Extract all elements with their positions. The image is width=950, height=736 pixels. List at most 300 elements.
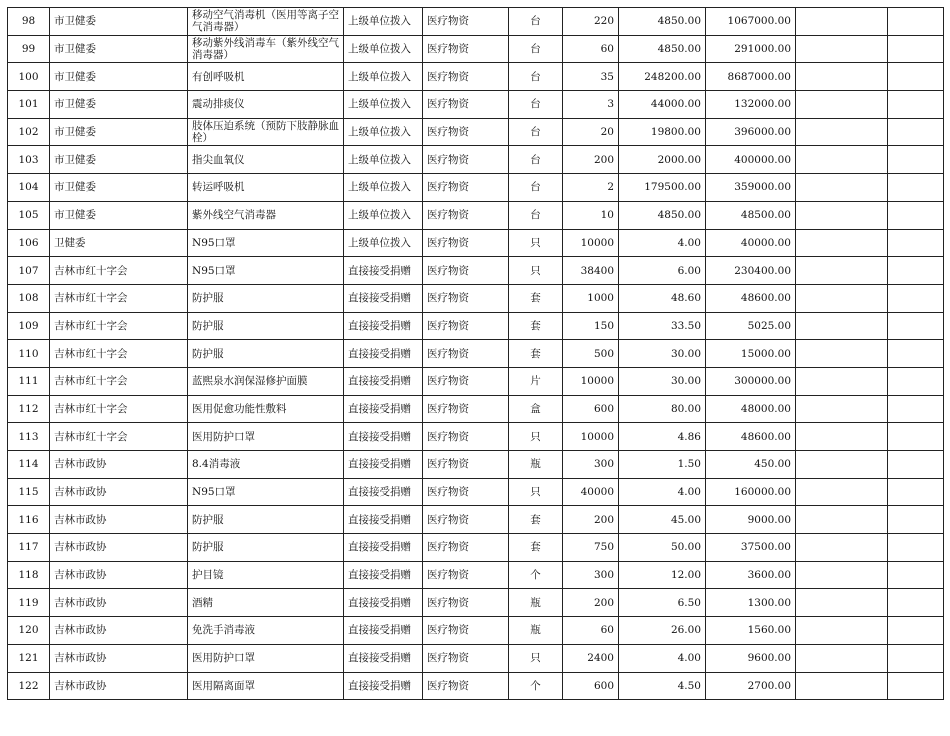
source-cell: 上级单位拨入 [344,63,423,91]
empty-cell [796,395,888,423]
item-name-cell: 震动排痰仪 [188,91,344,119]
table-row [8,284,944,312]
quantity-cell: 38400 [563,257,619,285]
empty-cell [796,146,888,174]
unit-cell: 个 [509,672,563,700]
empty-cell [796,91,888,119]
row-number-cell: 118 [8,561,50,589]
row-number-cell: 103 [8,146,50,174]
unit-price-cell: 19800.00 [619,118,706,146]
quantity-cell: 200 [563,506,619,534]
source-cell: 上级单位拨入 [344,146,423,174]
empty-cell [796,229,888,257]
category-cell: 医疗物资 [423,284,509,312]
empty-cell [796,451,888,479]
source-cell: 直接接受捐赠 [344,506,423,534]
item-name-cell: N95口罩 [188,229,344,257]
category-cell: 医疗物资 [423,257,509,285]
amount-cell: 48000.00 [706,395,796,423]
empty-cell [796,534,888,562]
table-row [8,561,944,589]
donor-cell: 市卫健委 [50,63,188,91]
category-cell: 医疗物资 [423,617,509,645]
category-cell: 医疗物资 [423,561,509,589]
unit-cell: 瓶 [509,617,563,645]
row-number-cell: 116 [8,506,50,534]
quantity-cell: 10 [563,201,619,229]
item-name-cell: N95口罩 [188,257,344,285]
item-name-cell: 紫外线空气消毒器 [188,201,344,229]
empty-cell [888,201,944,229]
row-number-cell: 99 [8,35,50,63]
category-cell: 医疗物资 [423,35,509,63]
unit-price-cell: 12.00 [619,561,706,589]
category-cell: 医疗物资 [423,340,509,368]
amount-cell: 291000.00 [706,35,796,63]
donor-cell: 吉林市政协 [50,451,188,479]
empty-cell [796,63,888,91]
table-row [8,423,944,451]
item-name-cell: 医用防护口罩 [188,644,344,672]
source-cell: 直接接受捐赠 [344,589,423,617]
unit-price-cell: 30.00 [619,340,706,368]
amount-cell: 3600.00 [706,561,796,589]
quantity-cell: 40000 [563,478,619,506]
item-name-cell: 蓝熙泉水润保湿修护面膜 [188,367,344,395]
empty-cell [796,340,888,368]
unit-cell: 瓶 [509,589,563,617]
amount-cell: 2700.00 [706,672,796,700]
empty-cell [888,644,944,672]
unit-cell: 台 [509,201,563,229]
source-cell: 直接接受捐赠 [344,423,423,451]
amount-cell: 48600.00 [706,423,796,451]
table-row [8,91,944,119]
source-cell: 上级单位拨入 [344,201,423,229]
empty-cell [796,589,888,617]
table-row [8,395,944,423]
unit-price-cell: 4850.00 [619,35,706,63]
unit-price-cell: 1.50 [619,451,706,479]
row-number-cell: 109 [8,312,50,340]
item-name-cell: 8.4消毒液 [188,451,344,479]
unit-price-cell: 4.50 [619,672,706,700]
source-cell: 直接接受捐赠 [344,644,423,672]
source-cell: 直接接受捐赠 [344,561,423,589]
unit-cell: 套 [509,534,563,562]
category-cell: 医疗物资 [423,8,509,36]
item-name-cell: 有创呼吸机 [188,63,344,91]
empty-cell [888,8,944,36]
empty-cell [796,672,888,700]
empty-cell [796,506,888,534]
source-cell: 上级单位拨入 [344,229,423,257]
donor-cell: 吉林市政协 [50,672,188,700]
row-number-cell: 98 [8,8,50,36]
amount-cell: 1067000.00 [706,8,796,36]
empty-cell [796,644,888,672]
quantity-cell: 2 [563,174,619,202]
unit-price-cell: 2000.00 [619,146,706,174]
unit-cell: 台 [509,118,563,146]
unit-cell: 套 [509,506,563,534]
unit-cell: 台 [509,63,563,91]
source-cell: 上级单位拨入 [344,35,423,63]
item-name-cell: 护目镜 [188,561,344,589]
category-cell: 医疗物资 [423,367,509,395]
item-name-cell: 指尖血氧仪 [188,146,344,174]
quantity-cell: 3 [563,91,619,119]
table-body [8,8,944,700]
donor-cell: 市卫健委 [50,174,188,202]
source-cell: 直接接受捐赠 [344,534,423,562]
item-name-cell: 医用促愈功能性敷料 [188,395,344,423]
row-number-cell: 114 [8,451,50,479]
amount-cell: 15000.00 [706,340,796,368]
donor-cell: 吉林市红十字会 [50,395,188,423]
donor-cell: 吉林市政协 [50,589,188,617]
table-row [8,451,944,479]
category-cell: 医疗物资 [423,146,509,174]
amount-cell: 9600.00 [706,644,796,672]
row-number-cell: 104 [8,174,50,202]
empty-cell [796,284,888,312]
quantity-cell: 300 [563,451,619,479]
empty-cell [888,340,944,368]
category-cell: 医疗物资 [423,506,509,534]
unit-price-cell: 30.00 [619,367,706,395]
quantity-cell: 10000 [563,229,619,257]
empty-cell [796,478,888,506]
row-number-cell: 105 [8,201,50,229]
unit-cell: 只 [509,478,563,506]
amount-cell: 1300.00 [706,589,796,617]
source-cell: 直接接受捐赠 [344,672,423,700]
item-name-cell: 医用防护口罩 [188,423,344,451]
table-row [8,644,944,672]
table-row [8,174,944,202]
table-row [8,312,944,340]
source-cell: 直接接受捐赠 [344,395,423,423]
table-row [8,35,944,63]
empty-cell [888,312,944,340]
row-number-cell: 101 [8,91,50,119]
item-name-cell: 防护服 [188,534,344,562]
source-cell: 上级单位拨入 [344,91,423,119]
donor-cell: 吉林市红十字会 [50,423,188,451]
item-name-cell: 肢体压迫系统（预防下肢静脉血栓） [188,118,344,146]
empty-cell [796,312,888,340]
donation-table [7,7,944,700]
unit-price-cell: 248200.00 [619,63,706,91]
amount-cell: 230400.00 [706,257,796,285]
item-name-cell: N95口罩 [188,478,344,506]
empty-cell [888,174,944,202]
amount-cell: 160000.00 [706,478,796,506]
table-row [8,201,944,229]
source-cell: 直接接受捐赠 [344,451,423,479]
category-cell: 医疗物资 [423,312,509,340]
quantity-cell: 150 [563,312,619,340]
source-cell: 直接接受捐赠 [344,284,423,312]
row-number-cell: 119 [8,589,50,617]
table-row [8,506,944,534]
donor-cell: 市卫健委 [50,91,188,119]
quantity-cell: 750 [563,534,619,562]
amount-cell: 132000.00 [706,91,796,119]
quantity-cell: 60 [563,35,619,63]
quantity-cell: 1000 [563,284,619,312]
quantity-cell: 200 [563,589,619,617]
empty-cell [796,617,888,645]
donor-cell: 市卫健委 [50,8,188,36]
empty-cell [888,451,944,479]
empty-cell [888,91,944,119]
unit-price-cell: 45.00 [619,506,706,534]
donor-cell: 吉林市红十字会 [50,284,188,312]
donor-cell: 吉林市政协 [50,561,188,589]
quantity-cell: 20 [563,118,619,146]
donor-cell: 吉林市政协 [50,478,188,506]
category-cell: 医疗物资 [423,534,509,562]
row-number-cell: 121 [8,644,50,672]
category-cell: 医疗物资 [423,451,509,479]
item-name-cell: 防护服 [188,506,344,534]
amount-cell: 9000.00 [706,506,796,534]
empty-cell [888,672,944,700]
category-cell: 医疗物资 [423,174,509,202]
unit-price-cell: 50.00 [619,534,706,562]
amount-cell: 300000.00 [706,367,796,395]
unit-cell: 只 [509,423,563,451]
unit-price-cell: 80.00 [619,395,706,423]
item-name-cell: 医用隔离面罩 [188,672,344,700]
quantity-cell: 60 [563,617,619,645]
empty-cell [888,63,944,91]
row-number-cell: 107 [8,257,50,285]
item-name-cell: 移动紫外线消毒车（紫外线空气消毒器） [188,35,344,63]
donor-cell: 吉林市红十字会 [50,340,188,368]
amount-cell: 37500.00 [706,534,796,562]
empty-cell [796,35,888,63]
donor-cell: 市卫健委 [50,35,188,63]
table-row [8,340,944,368]
unit-cell: 台 [509,35,563,63]
row-number-cell: 113 [8,423,50,451]
unit-price-cell: 6.50 [619,589,706,617]
empty-cell [888,534,944,562]
unit-price-cell: 4.00 [619,644,706,672]
category-cell: 医疗物资 [423,229,509,257]
quantity-cell: 10000 [563,423,619,451]
item-name-cell: 转运呼吸机 [188,174,344,202]
donor-cell: 吉林市政协 [50,534,188,562]
table-row [8,118,944,146]
unit-price-cell: 4850.00 [619,201,706,229]
category-cell: 医疗物资 [423,201,509,229]
quantity-cell: 500 [563,340,619,368]
source-cell: 上级单位拨入 [344,174,423,202]
category-cell: 医疗物资 [423,63,509,91]
unit-cell: 台 [509,146,563,174]
table-row [8,589,944,617]
row-number-cell: 117 [8,534,50,562]
empty-cell [888,478,944,506]
quantity-cell: 200 [563,146,619,174]
category-cell: 医疗物资 [423,478,509,506]
row-number-cell: 100 [8,63,50,91]
table-row [8,534,944,562]
donor-cell: 吉林市政协 [50,506,188,534]
item-name-cell: 酒精 [188,589,344,617]
donor-cell: 吉林市政协 [50,644,188,672]
empty-cell [888,35,944,63]
amount-cell: 1560.00 [706,617,796,645]
row-number-cell: 111 [8,367,50,395]
source-cell: 上级单位拨入 [344,8,423,36]
unit-cell: 只 [509,229,563,257]
empty-cell [888,367,944,395]
unit-price-cell: 4.86 [619,423,706,451]
item-name-cell: 防护服 [188,340,344,368]
empty-cell [888,146,944,174]
unit-price-cell: 48.60 [619,284,706,312]
unit-cell: 套 [509,284,563,312]
table-row [8,257,944,285]
empty-cell [796,561,888,589]
row-number-cell: 122 [8,672,50,700]
category-cell: 医疗物资 [423,644,509,672]
table-row [8,63,944,91]
empty-cell [888,561,944,589]
unit-cell: 套 [509,312,563,340]
empty-cell [888,423,944,451]
empty-cell [888,506,944,534]
source-cell: 直接接受捐赠 [344,617,423,645]
unit-price-cell: 26.00 [619,617,706,645]
row-number-cell: 106 [8,229,50,257]
source-cell: 直接接受捐赠 [344,340,423,368]
unit-cell: 台 [509,91,563,119]
amount-cell: 5025.00 [706,312,796,340]
unit-price-cell: 4.00 [619,478,706,506]
source-cell: 直接接受捐赠 [344,367,423,395]
empty-cell [796,367,888,395]
source-cell: 上级单位拨入 [344,118,423,146]
empty-cell [888,229,944,257]
unit-cell: 套 [509,340,563,368]
unit-cell: 个 [509,561,563,589]
quantity-cell: 2400 [563,644,619,672]
unit-cell: 盒 [509,395,563,423]
empty-cell [888,589,944,617]
amount-cell: 396000.00 [706,118,796,146]
category-cell: 医疗物资 [423,395,509,423]
unit-cell: 片 [509,367,563,395]
quantity-cell: 600 [563,672,619,700]
unit-price-cell: 44000.00 [619,91,706,119]
amount-cell: 48500.00 [706,201,796,229]
unit-price-cell: 4.00 [619,229,706,257]
donor-cell: 吉林市红十字会 [50,312,188,340]
quantity-cell: 300 [563,561,619,589]
row-number-cell: 115 [8,478,50,506]
row-number-cell: 120 [8,617,50,645]
donor-cell: 市卫健委 [50,146,188,174]
unit-price-cell: 179500.00 [619,174,706,202]
category-cell: 医疗物资 [423,423,509,451]
amount-cell: 48600.00 [706,284,796,312]
amount-cell: 40000.00 [706,229,796,257]
empty-cell [796,257,888,285]
unit-cell: 台 [509,8,563,36]
amount-cell: 359000.00 [706,174,796,202]
unit-cell: 台 [509,174,563,202]
unit-cell: 只 [509,257,563,285]
item-name-cell: 移动空气消毒机（医用等离子空气消毒器） [188,8,344,36]
category-cell: 医疗物资 [423,91,509,119]
empty-cell [796,174,888,202]
unit-price-cell: 6.00 [619,257,706,285]
table-row [8,146,944,174]
row-number-cell: 112 [8,395,50,423]
donor-cell: 卫健委 [50,229,188,257]
unit-cell: 瓶 [509,451,563,479]
empty-cell [888,617,944,645]
donor-cell: 吉林市政协 [50,617,188,645]
category-cell: 医疗物资 [423,118,509,146]
amount-cell: 400000.00 [706,146,796,174]
category-cell: 医疗物资 [423,589,509,617]
table-row [8,367,944,395]
row-number-cell: 110 [8,340,50,368]
donor-cell: 市卫健委 [50,118,188,146]
empty-cell [796,8,888,36]
quantity-cell: 10000 [563,367,619,395]
row-number-cell: 102 [8,118,50,146]
source-cell: 直接接受捐赠 [344,478,423,506]
unit-price-cell: 33.50 [619,312,706,340]
quantity-cell: 35 [563,63,619,91]
source-cell: 直接接受捐赠 [344,312,423,340]
empty-cell [888,395,944,423]
empty-cell [888,118,944,146]
item-name-cell: 免洗手消毒液 [188,617,344,645]
amount-cell: 8687000.00 [706,63,796,91]
table-row [8,478,944,506]
unit-price-cell: 4850.00 [619,8,706,36]
category-cell: 医疗物资 [423,672,509,700]
empty-cell [796,201,888,229]
quantity-cell: 220 [563,8,619,36]
donor-cell: 吉林市红十字会 [50,257,188,285]
table-row [8,617,944,645]
item-name-cell: 防护服 [188,284,344,312]
table-row [8,8,944,36]
empty-cell [888,257,944,285]
amount-cell: 450.00 [706,451,796,479]
table-row [8,672,944,700]
item-name-cell: 防护服 [188,312,344,340]
table-row [8,229,944,257]
unit-cell: 只 [509,644,563,672]
source-cell: 直接接受捐赠 [344,257,423,285]
row-number-cell: 108 [8,284,50,312]
donor-cell: 市卫健委 [50,201,188,229]
empty-cell [888,284,944,312]
donor-cell: 吉林市红十字会 [50,367,188,395]
empty-cell [796,118,888,146]
